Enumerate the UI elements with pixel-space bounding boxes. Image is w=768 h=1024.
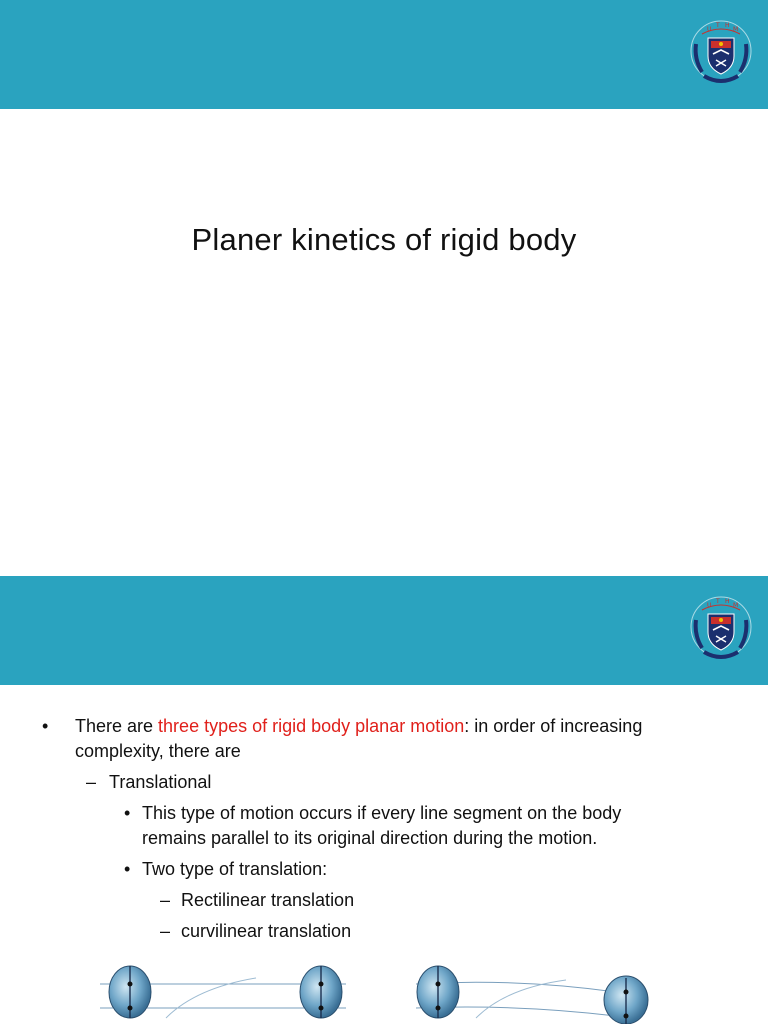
content-slide [0, 576, 768, 1024]
highlighted-text: three types of rigid body planar motion [158, 716, 465, 736]
svg-text:M: M [733, 26, 739, 33]
svg-text:M: M [733, 602, 739, 609]
slide-title: Planer kinetics of rigid body [191, 222, 577, 257]
bullet-item-types-line2: complexity, there are [75, 741, 241, 761]
dash-marker: – [160, 921, 171, 941]
bullet-text-suffix: : in order of increasing [464, 716, 643, 736]
sub-item-definition-line2: remains parallel to its original direction during the motion. [142, 828, 598, 848]
bullet-marker: • [124, 859, 131, 879]
sub-item-curvilinear: curvilinear translation [181, 921, 352, 941]
sub-item-rectilinear: Rectilinear translation [181, 890, 355, 910]
uthm-logo-icon [688, 14, 754, 94]
svg-text:U: U [707, 26, 712, 33]
rectilinear-translation-figure [100, 966, 346, 1018]
sub-item-definition: This type of motion occurs if every line segment on the body [142, 803, 622, 823]
dash-marker: – [160, 890, 171, 910]
bullet-item-types [75, 714, 642, 739]
svg-text:T: T [716, 22, 720, 29]
svg-text:U: U [707, 602, 712, 609]
sub-item-translational: Translational [109, 772, 212, 792]
curvilinear-translation-figure [416, 966, 648, 1024]
translation-illustration [96, 948, 668, 1024]
bullet-marker: • [124, 803, 131, 823]
svg-text:H: H [725, 22, 730, 29]
bullet-marker: • [42, 716, 49, 736]
slide-header-band [0, 576, 768, 685]
dash-marker: – [86, 772, 97, 792]
uthm-logo-icon [688, 590, 754, 670]
bullet-text-prefix: There are [75, 716, 159, 736]
sub-item-types: Two type of translation: [142, 859, 328, 879]
slide-header-band [0, 0, 768, 109]
svg-text:H: H [725, 598, 730, 605]
svg-text:T: T [716, 598, 720, 605]
